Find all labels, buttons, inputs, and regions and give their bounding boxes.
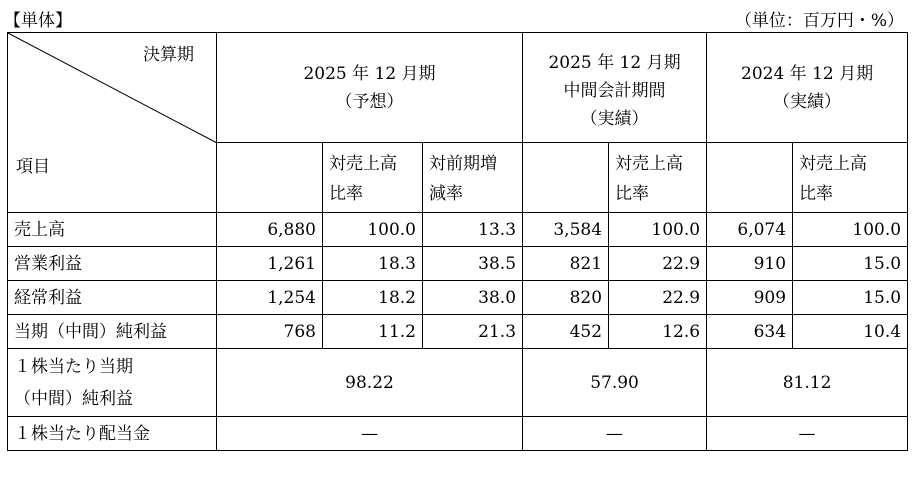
ratio-label-1: 対売上高 bbox=[799, 154, 868, 174]
interim-value: 820 bbox=[523, 281, 609, 315]
table-row bbox=[8, 315, 908, 349]
interim-ratio-subheader bbox=[609, 143, 707, 213]
table-row bbox=[8, 213, 908, 247]
prior-ratio: 100.0 bbox=[793, 213, 908, 247]
prior-value: 6,074 bbox=[707, 213, 793, 247]
interim-period: 2025 年 12 月期 bbox=[548, 52, 681, 73]
row-label: 経常利益 bbox=[8, 281, 217, 315]
prior-ratio: 15.0 bbox=[793, 247, 908, 281]
change-label-2: 減率 bbox=[429, 184, 463, 204]
forecast-note: （予想） bbox=[335, 91, 404, 112]
row-label: 営業利益 bbox=[8, 247, 217, 281]
forecast-ratio: 18.2 bbox=[323, 281, 423, 315]
prior-ratio: 10.4 bbox=[793, 315, 908, 349]
fiscal-period-heading: 決算期 bbox=[143, 45, 194, 65]
forecast-period: 2025 年 12 月期 bbox=[303, 63, 436, 84]
eps-interim: 57.90 bbox=[523, 349, 707, 417]
forecast-change: 21.3 bbox=[423, 315, 523, 349]
dividend-prior: — bbox=[707, 417, 908, 451]
eps-prior: 81.12 bbox=[707, 349, 908, 417]
dividend-interim: — bbox=[523, 417, 707, 451]
interim-note: （実績） bbox=[580, 108, 649, 129]
prior-period: 2024 年 12 月期 bbox=[741, 63, 874, 84]
ratio-label-2: 比率 bbox=[799, 184, 834, 204]
forecast-ratio: 100.0 bbox=[323, 213, 423, 247]
prior-ratio-subheader bbox=[793, 143, 908, 213]
prior-note: （実績） bbox=[773, 91, 842, 112]
ratio-label-2: 比率 bbox=[615, 184, 650, 204]
forecast-column-header bbox=[217, 33, 523, 143]
interim-ratio: 100.0 bbox=[609, 213, 707, 247]
forecast-value-subheader bbox=[217, 143, 323, 213]
interim-value: 452 bbox=[523, 315, 609, 349]
interim-ratio: 12.6 bbox=[609, 315, 707, 349]
dividend-forecast: — bbox=[217, 417, 523, 451]
eps-forecast: 98.22 bbox=[217, 349, 523, 417]
forecast-ratio: 18.3 bbox=[323, 247, 423, 281]
forecast-value: 1,254 bbox=[217, 281, 323, 315]
forecast-value: 1,261 bbox=[217, 247, 323, 281]
interim-column-header bbox=[523, 33, 707, 143]
forecast-value: 6,880 bbox=[217, 213, 323, 247]
forecast-change-subheader bbox=[423, 143, 523, 213]
unit-note: （単位：百万円・%） bbox=[734, 11, 904, 31]
eps-label-cell bbox=[8, 349, 217, 417]
eps-label-line1: １株当たり当期 bbox=[14, 356, 133, 377]
forecast-ratio: 11.2 bbox=[323, 315, 423, 349]
interim-ratio: 22.9 bbox=[609, 247, 707, 281]
prior-value: 634 bbox=[707, 315, 793, 349]
forecast-value: 768 bbox=[217, 315, 323, 349]
change-label-1: 対前期増 bbox=[429, 154, 497, 174]
interim-value-subheader bbox=[523, 143, 609, 213]
ratio-label-1: 対売上高 bbox=[615, 154, 684, 174]
row-label: 当期（中間）純利益 bbox=[8, 315, 217, 349]
interim-ratio: 22.9 bbox=[609, 281, 707, 315]
ratio-label-2: 比率 bbox=[329, 184, 363, 204]
forecast-change: 38.5 bbox=[423, 247, 523, 281]
forecast-ratio-subheader bbox=[323, 143, 423, 213]
table-row-eps bbox=[8, 349, 908, 417]
table-row-dividend bbox=[8, 417, 908, 451]
financial-forecast-table bbox=[7, 32, 908, 451]
eps-label-line2: （中間）純利益 bbox=[14, 388, 133, 409]
interim-value: 821 bbox=[523, 247, 609, 281]
unit-scope-label: 【単体】 bbox=[4, 11, 72, 31]
forecast-change: 13.3 bbox=[423, 213, 523, 247]
table-row bbox=[8, 281, 908, 315]
prior-ratio: 15.0 bbox=[793, 281, 908, 315]
interim-subtitle: 中間会計期間 bbox=[563, 80, 666, 101]
prior-value: 910 bbox=[707, 247, 793, 281]
dividend-label: １株当たり配当金 bbox=[8, 417, 217, 451]
table-row bbox=[8, 247, 908, 281]
prior-value-subheader bbox=[707, 143, 793, 213]
row-label: 売上高 bbox=[8, 213, 217, 247]
ratio-label-1: 対売上高 bbox=[329, 154, 397, 174]
prior-value: 909 bbox=[707, 281, 793, 315]
item-heading: 項目 bbox=[16, 157, 50, 177]
interim-value: 3,584 bbox=[523, 213, 609, 247]
forecast-change: 38.0 bbox=[423, 281, 523, 315]
prior-column-header bbox=[707, 33, 908, 143]
corner-header-cell bbox=[8, 33, 217, 213]
